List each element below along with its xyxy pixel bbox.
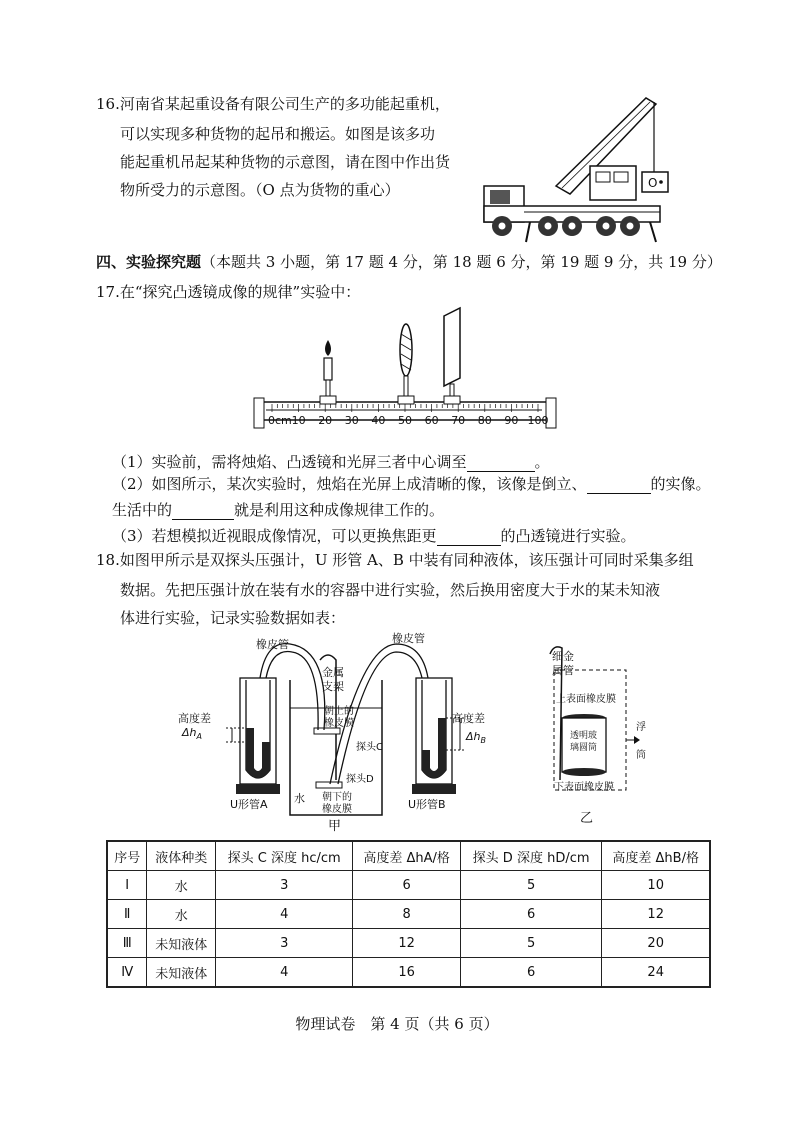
table-header-row — [107, 841, 710, 871]
section-heading — [96, 252, 722, 272]
height-diff-b-label: 高度差 — [452, 712, 485, 725]
table-row — [107, 871, 710, 900]
q16-line-1: 16.河南省某起重设备有限公司生产的多功能起重机， — [96, 95, 450, 113]
table-cell: 24 — [602, 958, 710, 988]
ruler-label: 20 — [318, 414, 333, 427]
delta-hb-label: $\Delta h_B$ — [466, 730, 486, 745]
glass-tube-label-2: 璃圆筒 — [570, 743, 598, 753]
table-cell: 20 — [602, 929, 710, 958]
table-row — [107, 929, 710, 958]
header-height-a: 高度差 ΔhA/格 — [353, 841, 460, 871]
table-cell: 水 — [147, 871, 216, 900]
table-cell: Ⅲ — [107, 929, 147, 958]
q17-part2-cont — [112, 500, 444, 520]
table-cell: 5 — [460, 929, 602, 958]
q17-p2-blank-2[interactable] — [172, 503, 234, 520]
experiment-data-table — [106, 840, 711, 988]
table-cell: 12 — [353, 929, 460, 958]
figure-jia-caption: 甲 — [328, 819, 342, 834]
q17-p1-text: （1）实验前，需将烛焰、凸透镜和光屏三者中心调至 — [112, 453, 467, 471]
metal-support-label-2: 支架 — [322, 680, 344, 693]
probe-c-label: 探头C — [356, 742, 383, 753]
q18-line-2: 数据。先把压强计放在装有水的容器中进行实验，然后换用密度大于水的某未知液 — [120, 581, 661, 599]
table-cell: 4 — [216, 900, 353, 929]
q17-p3-text: （3）若想模拟近视眼成像情况，可以更换焦距更 — [112, 527, 437, 545]
q17-part3 — [112, 526, 636, 546]
q17-p3-end: 的凸透镜进行实验。 — [500, 527, 636, 545]
rubber-tube-left-label: 橡皮管 — [256, 638, 289, 651]
light-screen — [444, 308, 460, 386]
figure-yi-caption: 乙 — [580, 811, 594, 826]
table-cell: 水 — [147, 900, 216, 929]
table-cell: 6 — [460, 958, 602, 988]
ruler-label: 40 — [371, 414, 386, 427]
metal-support-label-1: 金属 — [322, 666, 344, 679]
thin-tube-label-2: 属管 — [552, 664, 574, 677]
membrane-down-label-2: 橡皮膜 — [322, 804, 352, 815]
q17-p3-blank[interactable] — [437, 529, 501, 546]
table-cell: Ⅱ — [107, 900, 147, 929]
header-depth-c: 探头 C 深度 hc/cm — [216, 841, 353, 871]
thin-tube-label-1: 细金 — [552, 650, 574, 663]
u-tube-a-label: U形管A — [230, 798, 268, 811]
candle — [324, 358, 332, 380]
rubber-tube-right-label: 橡皮管 — [392, 632, 425, 645]
q17-intro: 17.在“探究凸透镜成像的规律”实验中： — [96, 283, 361, 301]
q17-p2-end: 的实像。 — [650, 475, 711, 493]
header-height-b: 高度差 ΔhB/格 — [602, 841, 710, 871]
top-membrane-label: 上表面橡皮膜 — [556, 694, 616, 705]
table-cell: 未知液体 — [147, 958, 216, 988]
convex-lens — [400, 324, 412, 376]
float-cylinder-figure-yi — [540, 640, 660, 830]
table-cell: Ⅰ — [107, 871, 147, 900]
table-cell: 5 — [460, 871, 602, 900]
pressure-gauge-figure-jia — [170, 630, 510, 835]
bottom-membrane-label: 下表面橡皮膜 — [554, 782, 614, 793]
candle-flame — [325, 340, 331, 356]
header-depth-d: 探头 D 深度 hD/cm — [460, 841, 602, 871]
ruler-label: 70 — [451, 414, 466, 427]
probe-d-label: 探头D — [346, 774, 374, 785]
q17-part2 — [112, 474, 711, 494]
table-cell: 未知液体 — [147, 929, 216, 958]
crane-figure — [470, 86, 700, 246]
q16-line-3: 能起重机吊起某种货物的示意图，请在图中作出货 — [120, 153, 451, 171]
q17-p1-end: 。 — [534, 453, 550, 471]
table-cell: 3 — [216, 871, 353, 900]
q17-p2-text: （2）如图所示，某次实验时，烛焰在光屏上成清晰的像，该像是倒立、 — [112, 475, 587, 493]
table-row — [107, 900, 710, 929]
header-liquid: 液体种类 — [147, 841, 216, 871]
ruler-label: 90 — [504, 414, 519, 427]
ruler-label: 30 — [344, 414, 359, 427]
ruler-label: 80 — [477, 414, 492, 427]
glass-tube-label-1: 透明玻 — [570, 731, 598, 741]
water-label: 水 — [294, 792, 305, 805]
table-cell: 12 — [602, 900, 710, 929]
table-cell: 4 — [216, 958, 353, 988]
membrane-down-label-1: 朝下的 — [322, 792, 352, 803]
table-cell: 16 — [353, 958, 460, 988]
cargo-point-label: O — [648, 176, 658, 190]
table-cell: 6 — [353, 871, 460, 900]
q17-p2-life: 生活中的 — [112, 501, 173, 519]
table-cell: 3 — [216, 929, 353, 958]
table-cell: 6 — [460, 900, 602, 929]
page-footer: 物理试卷 第 4 页（共 6 页） — [295, 1015, 499, 1033]
q17-p2-blank-1[interactable] — [587, 477, 651, 494]
section-note: （本题共 3 小题，第 17 题 4 分，第 18 题 6 分，第 19 题 9 分，共 19 分） — [201, 253, 722, 271]
q17-p1-blank[interactable] — [467, 455, 535, 472]
membrane-up-label-1: 朝上的 — [324, 706, 354, 717]
q16-line-4: 物所受力的示意图。（O 点为货物的重心） — [120, 181, 400, 199]
float-label-2: 筒 — [636, 750, 646, 761]
q16-line-2: 可以实现多种货物的起吊和搬运。如图是该多功 — [120, 125, 436, 143]
table-cell: Ⅳ — [107, 958, 147, 988]
table-row — [107, 958, 710, 988]
ruler-label: 10 — [291, 414, 306, 427]
table-cell: 8 — [353, 900, 460, 929]
delta-ha-label: $\Delta h_A$ — [182, 726, 202, 741]
table-cell: 10 — [602, 871, 710, 900]
q18-line-3: 体进行实验，记录实验数据如表： — [120, 609, 346, 627]
ruler-label: 0cm — [268, 414, 292, 427]
q17-p2-usage: 就是利用这种成像规律工作的。 — [234, 501, 445, 519]
ruler-label: 50 — [398, 414, 412, 427]
q17-part1 — [112, 452, 550, 472]
q18-line-1: 18.如图甲所示是双探头压强计，U 形管 A、B 中装有同种液体，该压强计可同时采集多组 — [96, 551, 694, 569]
section-title: 四、实验探究题 — [96, 253, 202, 271]
ruler-label: 100 — [527, 414, 549, 427]
height-diff-a-label: 高度差 — [178, 712, 211, 725]
ruler-label: 60 — [424, 414, 439, 427]
membrane-up-label-2: 橡皮膜 — [324, 718, 354, 729]
u-tube-b-label: U形管B — [408, 798, 446, 811]
header-index: 序号 — [107, 841, 147, 871]
optical-bench-figure — [250, 306, 560, 438]
float-label-1: 浮 — [636, 722, 646, 733]
